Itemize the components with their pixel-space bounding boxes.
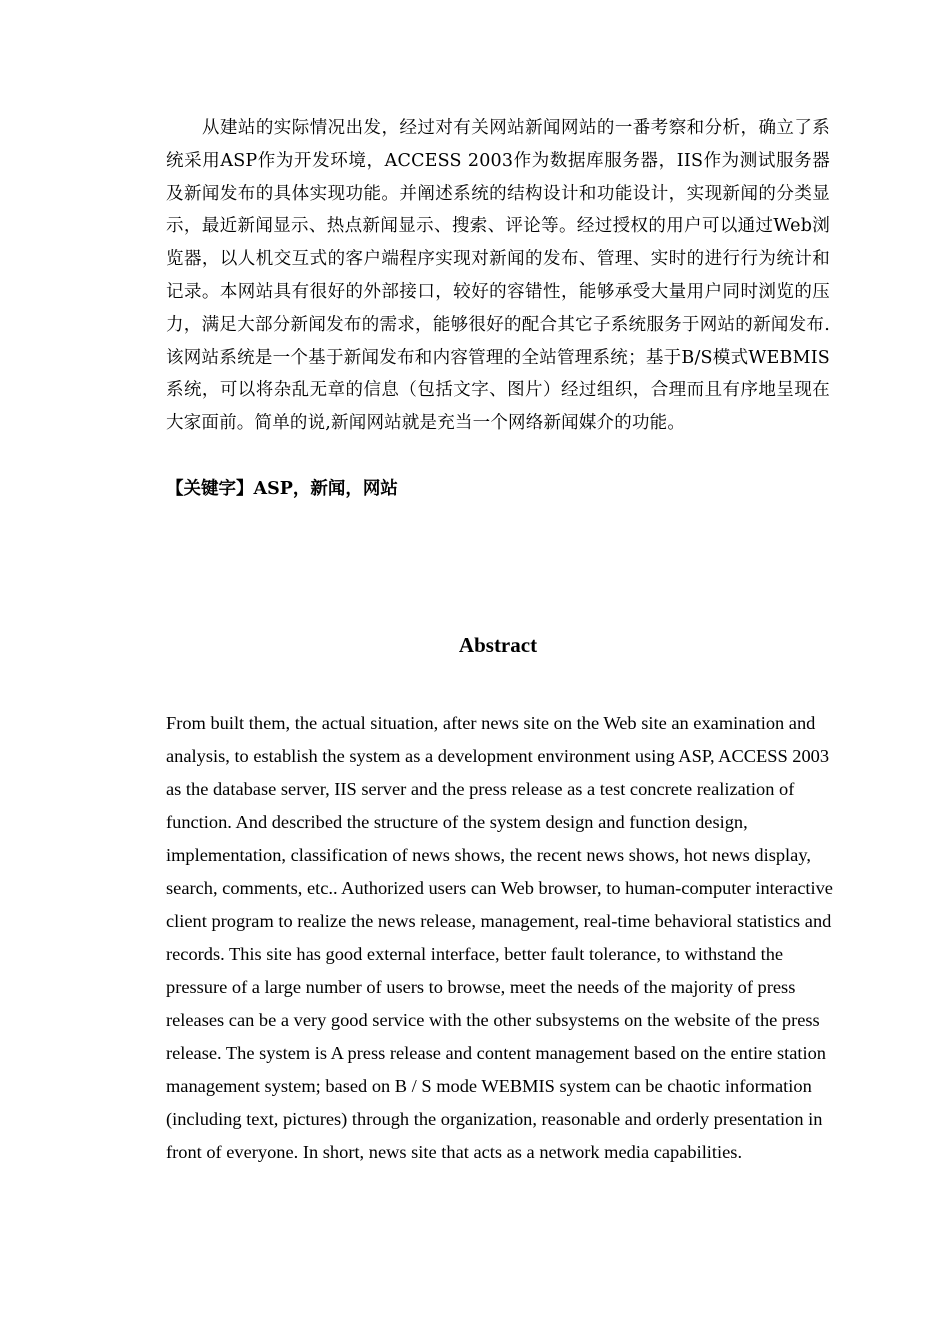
chinese-abstract-paragraph: 从建站的实际情况出发，经过对有关网站新闻网站的一番考察和分析，确立了系统采用ASP作为开发环境，ACCESS 2003作为数据库服务器，IIS作为测试服务器及新闻发布的具体实现功能。并阐述系统的结构设计和功能设计，实现新闻的分类显示，最近新闻显示、热点新闻显示、搜索、评论等。经过授权的用户可以通过Web浏览器，以人机交互式的客户端程序实现对新闻的发布、管理、实时的进行行为统计和记录。本网站具有很好的外部接口，较好的容错性，能够承受大量用户同时浏览的压力，满足大部分新闻发布的需求，能够很好的配合其它子系统服务于网站的新闻发布.该网站系统是一个基于新闻发布和内容管理的全站管理系统；基于B/S模式WEBMIS系统，可以将杂乱无章的信息（包括文字、图片）经过组织，合理而且有序地呈现在大家面前。简单的说,新闻网站就是充当一个网络新闻媒介的功能。 bbox=[166, 118, 830, 434]
chinese-keywords: 【关键字】ASP，新闻，网站 bbox=[166, 479, 398, 499]
english-abstract-paragraph: From built them, the actual situation, after news site on the Web site an examination and analysis, to establish the system as a development environment using ASP, ACCESS 2003 as the database server, IIS server and the press release as a test concrete realization of function. And described the structure of the system design and function design, implementation, classification of news shows, the recent news shows, hot news display, search, comments, etc.. Authorized users can Web browser, to human-computer interactive client program to realize the news release, management, real-time behavioral statistics and records. This site has good external interface, better fault tolerance, to withstand the pressure of a large number of users to browse, meet the needs of the majority of press releases can be a very good service with the other subsystems on the website of the press release. The system is A press release and content management based on the entire station management system; based on B / S mode WEBMIS system can be chaotic information (including text, pictures) through the organization, reasonable and orderly presentation in front of everyone. In short, news site that acts as a network media capabilities. bbox=[166, 713, 833, 1162]
abstract-heading: Abstract bbox=[458, 633, 538, 657]
